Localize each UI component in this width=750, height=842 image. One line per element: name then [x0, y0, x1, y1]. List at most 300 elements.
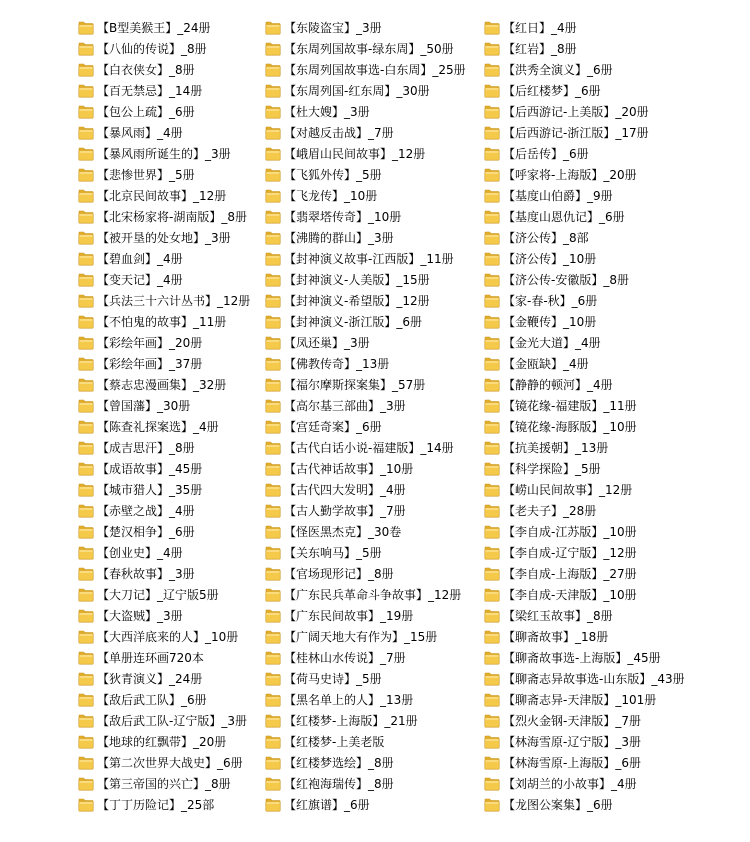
folder-item[interactable] — [265, 458, 505, 479]
folder-icon — [78, 714, 94, 728]
folder-item[interactable] — [484, 500, 724, 521]
folder-icon — [265, 756, 281, 770]
folder-icon — [78, 399, 94, 413]
folder-icon — [484, 126, 500, 140]
folder-item[interactable] — [265, 374, 505, 395]
folder-item[interactable] — [484, 80, 724, 101]
folder-name: 【后红楼梦】_6册 — [503, 83, 601, 98]
folder-item[interactable] — [265, 752, 505, 773]
folder-icon — [484, 693, 500, 707]
folder-icon — [78, 105, 94, 119]
folder-name: 【后岳传】_6册 — [503, 146, 589, 161]
folder-icon — [78, 504, 94, 518]
folder-item[interactable] — [484, 605, 724, 626]
folder-icon — [265, 714, 281, 728]
folder-item[interactable] — [484, 269, 724, 290]
folder-item[interactable] — [484, 101, 724, 122]
folder-name: 【济公传】_10册 — [503, 251, 597, 266]
folder-icon — [265, 630, 281, 644]
folder-item[interactable] — [265, 122, 505, 143]
folder-name: 【敌后武工队-辽宁版】_3册 — [97, 713, 247, 728]
folder-item[interactable] — [484, 311, 724, 332]
folder-icon — [265, 210, 281, 224]
folder-icon — [484, 609, 500, 623]
folder-item[interactable] — [265, 395, 505, 416]
folder-item[interactable] — [265, 542, 505, 563]
folder-icon — [484, 672, 500, 686]
folder-name: 【凤还巢】_3册 — [284, 335, 370, 350]
folder-icon — [265, 777, 281, 791]
folder-item[interactable] — [265, 101, 505, 122]
folder-item[interactable] — [265, 794, 505, 815]
folder-item[interactable] — [484, 542, 724, 563]
folder-icon — [265, 798, 281, 812]
folder-name: 【对越反击战】_7册 — [284, 125, 394, 140]
folder-item[interactable] — [265, 605, 505, 626]
folder-name: 【福尔摩斯探案集】_57册 — [284, 377, 426, 392]
folder-name: 【镜花缘-福建版】_11册 — [503, 398, 637, 413]
folder-icon — [265, 525, 281, 539]
folder-icon — [265, 735, 281, 749]
folder-icon — [78, 588, 94, 602]
folder-column-2 — [265, 17, 505, 815]
folder-icon — [78, 315, 94, 329]
folder-icon — [78, 378, 94, 392]
folder-name: 【白衣侠女】_8册 — [97, 62, 195, 77]
folder-icon — [484, 735, 500, 749]
folder-name: 【古代神话故事】_10册 — [284, 461, 414, 476]
folder-name: 【地球的红飘带】_20册 — [97, 734, 227, 749]
folder-name: 【曾国藩】_30册 — [97, 398, 191, 413]
folder-icon — [265, 651, 281, 665]
folder-name: 【红楼梦-上美老版 — [284, 734, 385, 749]
folder-name: 【丁丁历险记】_25部 — [97, 797, 215, 812]
folder-name: 【李自成-上海版】_27册 — [503, 566, 637, 581]
folder-item[interactable] — [265, 185, 505, 206]
folder-item[interactable] — [484, 689, 724, 710]
folder-item[interactable] — [265, 773, 505, 794]
folder-name: 【大西洋底来的人】_10册 — [97, 629, 239, 644]
folder-name: 【后西游记-浙江版】_17册 — [503, 125, 649, 140]
folder-name: 【单册连环画720本 — [97, 650, 204, 665]
folder-icon — [484, 798, 500, 812]
folder-name: 【官场现形记】_8册 — [284, 566, 394, 581]
folder-icon — [78, 147, 94, 161]
folder-name: 【荷马史诗】_5册 — [284, 671, 382, 686]
folder-item[interactable] — [265, 59, 505, 80]
folder-item[interactable] — [265, 248, 505, 269]
folder-item[interactable] — [484, 794, 724, 815]
folder-name: 【创业史】_4册 — [97, 545, 183, 560]
folder-name: 【被开垦的处女地】_3册 — [97, 230, 231, 245]
folder-name: 【抗美援朝】_13册 — [503, 440, 609, 455]
folder-item[interactable] — [484, 185, 724, 206]
folder-item[interactable] — [484, 332, 724, 353]
folder-icon — [265, 273, 281, 287]
folder-icon — [265, 567, 281, 581]
folder-name: 【高尔基三部曲】_3册 — [284, 398, 406, 413]
folder-name: 【成语故事】_45册 — [97, 461, 203, 476]
folder-icon — [484, 483, 500, 497]
folder-item[interactable] — [265, 227, 505, 248]
folder-name: 【济公传】_8部 — [503, 230, 589, 245]
folder-icon — [265, 126, 281, 140]
folder-icon — [484, 231, 500, 245]
folder-icon — [484, 399, 500, 413]
folder-icon — [78, 630, 94, 644]
folder-item[interactable] — [484, 17, 724, 38]
folder-item[interactable] — [265, 437, 505, 458]
folder-icon — [265, 441, 281, 455]
folder-icon — [484, 378, 500, 392]
folder-icon — [78, 441, 94, 455]
folder-name: 【龙图公案集】_6册 — [503, 797, 613, 812]
folder-icon — [78, 42, 94, 56]
folder-icon — [265, 378, 281, 392]
folder-name: 【百无禁忌】_14册 — [97, 83, 203, 98]
folder-icon — [265, 357, 281, 371]
folder-item[interactable] — [484, 626, 724, 647]
folder-item[interactable] — [484, 143, 724, 164]
folder-name: 【第二次世界大战史】_6册 — [97, 755, 243, 770]
folder-item[interactable] — [265, 689, 505, 710]
folder-item[interactable] — [265, 17, 505, 38]
folder-name: 【济公传-安徽版】_8册 — [503, 272, 629, 287]
folder-item[interactable] — [484, 479, 724, 500]
folder-item[interactable] — [484, 521, 724, 542]
folder-icon — [484, 252, 500, 266]
folder-name: 【东周列国故事选-白东周】_25册 — [284, 62, 466, 77]
folder-icon — [78, 462, 94, 476]
folder-name: 【北京民间故事】_12册 — [97, 188, 227, 203]
folder-item[interactable] — [265, 332, 505, 353]
folder-name: 【东周列国故事-绿东周】_50册 — [284, 41, 454, 56]
folder-item[interactable] — [265, 731, 505, 752]
folder-icon — [484, 546, 500, 560]
folder-name: 【大刀记】_辽宁版5册 — [97, 587, 219, 602]
folder-icon — [484, 336, 500, 350]
folder-icon — [78, 777, 94, 791]
folder-icon — [265, 294, 281, 308]
folder-name: 【暴风雨所诞生的】_3册 — [97, 146, 231, 161]
folder-item[interactable] — [484, 374, 724, 395]
folder-icon — [78, 567, 94, 581]
folder-name: 【大盗贼】_3册 — [97, 608, 183, 623]
folder-icon — [265, 168, 281, 182]
folder-icon — [265, 105, 281, 119]
folder-name: 【金鞭传】_10册 — [503, 314, 597, 329]
folder-item[interactable] — [484, 38, 724, 59]
folder-item[interactable] — [265, 353, 505, 374]
folder-name: 【沸腾的群山】_3册 — [284, 230, 394, 245]
folder-icon — [484, 462, 500, 476]
folder-icon — [265, 588, 281, 602]
folder-icon — [78, 126, 94, 140]
folder-item[interactable] — [265, 521, 505, 542]
folder-icon — [78, 63, 94, 77]
folder-name: 【老夫子】_28册 — [503, 503, 597, 518]
folder-item[interactable] — [265, 143, 505, 164]
folder-item[interactable] — [484, 248, 724, 269]
folder-item[interactable] — [484, 773, 724, 794]
folder-item[interactable] — [265, 668, 505, 689]
folder-name: 【聊斋故事】_18册 — [503, 629, 609, 644]
folder-name: 【金光大道】_4册 — [503, 335, 601, 350]
folder-icon — [78, 273, 94, 287]
folder-name: 【楚汉相争】_6册 — [97, 524, 195, 539]
folder-name: 【狄青演义】_24册 — [97, 671, 203, 686]
folder-name: 【赤壁之战】_4册 — [97, 503, 195, 518]
folder-name: 【春秋故事】_3册 — [97, 566, 195, 581]
folder-icon — [484, 588, 500, 602]
folder-name: 【飞狐外传】_5册 — [284, 167, 382, 182]
folder-name: 【红旗谱】_6册 — [284, 797, 370, 812]
folder-icon — [78, 336, 94, 350]
folder-name: 【红日】_4册 — [503, 20, 577, 35]
folder-icon — [265, 504, 281, 518]
folder-icon — [265, 546, 281, 560]
folder-item[interactable] — [265, 164, 505, 185]
folder-icon — [265, 420, 281, 434]
folder-icon — [265, 336, 281, 350]
folder-name: 【基度山伯爵】_9册 — [503, 188, 613, 203]
folder-name: 【金瓯缺】_4册 — [503, 356, 589, 371]
folder-name: 【家-春-秋】_6册 — [503, 293, 598, 308]
folder-name: 【B型美猴王】_24册 — [97, 20, 211, 35]
folder-name: 【古代四大发明】_4册 — [284, 482, 406, 497]
folder-item[interactable] — [265, 311, 505, 332]
folder-icon — [265, 42, 281, 56]
folder-name: 【八仙的传说】_8册 — [97, 41, 207, 56]
folder-icon — [484, 84, 500, 98]
folder-icon — [265, 609, 281, 623]
folder-name: 【关东响马】_5册 — [284, 545, 382, 560]
folder-icon — [78, 609, 94, 623]
folder-name: 【蔡志忠漫画集】_32册 — [97, 377, 227, 392]
folder-name: 【第三帝国的兴亡】_8册 — [97, 776, 231, 791]
folder-name: 【不怕鬼的故事】_11册 — [97, 314, 227, 329]
folder-name: 【怪医黑杰克】_30卷 — [284, 524, 402, 539]
folder-item[interactable] — [484, 752, 724, 773]
folder-name: 【红袍海瑞传】_8册 — [284, 776, 394, 791]
folder-icon — [265, 21, 281, 35]
folder-name: 【杜大嫂】_3册 — [284, 104, 370, 119]
folder-icon — [484, 210, 500, 224]
folder-icon — [484, 21, 500, 35]
folder-item[interactable] — [484, 416, 724, 437]
folder-name: 【北宋杨家将-湖南版】_8册 — [97, 209, 247, 224]
folder-item[interactable] — [484, 353, 724, 374]
folder-name: 【红岩】_8册 — [503, 41, 577, 56]
folder-icon — [265, 84, 281, 98]
folder-icon — [484, 294, 500, 308]
folder-icon — [265, 672, 281, 686]
folder-name: 【变天记】_4册 — [97, 272, 183, 287]
folder-item[interactable] — [484, 458, 724, 479]
folder-item[interactable] — [265, 584, 505, 605]
folder-name: 【基度山恩仇记】_6册 — [503, 209, 625, 224]
folder-icon — [78, 168, 94, 182]
folder-icon — [78, 21, 94, 35]
folder-icon — [484, 441, 500, 455]
folder-item[interactable] — [484, 731, 724, 752]
folder-item[interactable] — [484, 563, 724, 584]
folder-item[interactable] — [265, 269, 505, 290]
folder-name: 【暴风雨】_4册 — [97, 125, 183, 140]
folder-name: 【洪秀全演义】_6册 — [503, 62, 613, 77]
folder-name: 【悲惨世界】_5册 — [97, 167, 195, 182]
folder-name: 【包公上疏】_6册 — [97, 104, 195, 119]
folder-name: 【敌后武工队】_6册 — [97, 692, 207, 707]
folder-item[interactable] — [265, 80, 505, 101]
folder-item[interactable] — [484, 164, 724, 185]
folder-icon — [265, 252, 281, 266]
folder-item[interactable] — [265, 626, 505, 647]
folder-icon — [484, 777, 500, 791]
folder-name: 【红楼梦-上海版】_21册 — [284, 713, 418, 728]
folder-name: 【烈火金钢-天津版】_7册 — [503, 713, 641, 728]
folder-name: 【后西游记-上美版】_20册 — [503, 104, 649, 119]
folder-icon — [265, 693, 281, 707]
folder-icon — [484, 420, 500, 434]
folder-icon — [484, 147, 500, 161]
folder-icon — [78, 210, 94, 224]
folder-item[interactable] — [265, 500, 505, 521]
folder-name: 【成吉思汗】_8册 — [97, 440, 195, 455]
folder-icon — [78, 672, 94, 686]
folder-icon — [484, 273, 500, 287]
folder-icon — [484, 189, 500, 203]
folder-name: 【李自成-江苏版】_10册 — [503, 524, 637, 539]
folder-icon — [78, 798, 94, 812]
folder-name: 【佛教传奇】_13册 — [284, 356, 390, 371]
folder-name: 【林海雪原-上海版】_6册 — [503, 755, 641, 770]
folder-name: 【碧血剑】_4册 — [97, 251, 183, 266]
folder-name: 【封神演义故事-江西版】_11册 — [284, 251, 454, 266]
folder-icon — [78, 651, 94, 665]
folder-icon — [265, 231, 281, 245]
folder-icon — [78, 546, 94, 560]
folder-item[interactable] — [265, 563, 505, 584]
folder-icon — [265, 189, 281, 203]
folder-icon — [265, 399, 281, 413]
folder-icon — [78, 252, 94, 266]
folder-name: 【广东民间故事】_19册 — [284, 608, 414, 623]
folder-icon — [78, 735, 94, 749]
folder-name: 【广阔天地大有作为】_15册 — [284, 629, 438, 644]
folder-item[interactable] — [484, 668, 724, 689]
folder-name: 【李自成-天津版】_10册 — [503, 587, 637, 602]
folder-item[interactable] — [484, 227, 724, 248]
folder-item[interactable] — [484, 437, 724, 458]
folder-item[interactable] — [484, 647, 724, 668]
folder-name: 【兵法三十六计丛书】_12册 — [97, 293, 251, 308]
folder-name: 【古人勤学故事】_7册 — [284, 503, 406, 518]
folder-name: 【封神演义-浙江版】_6册 — [284, 314, 422, 329]
folder-name: 【古代白话小说-福建版】_14册 — [284, 440, 454, 455]
folder-icon — [78, 525, 94, 539]
folder-icon — [484, 651, 500, 665]
folder-name: 【红楼梦选绘】_8册 — [284, 755, 394, 770]
folder-name: 【梁红玉故事】_8册 — [503, 608, 613, 623]
folder-item[interactable] — [265, 290, 505, 311]
folder-name: 【聊斋志异故事选-山东版】_43册 — [503, 671, 685, 686]
folder-name: 【科学探险】_5册 — [503, 461, 601, 476]
folder-icon — [484, 105, 500, 119]
folder-icon — [78, 189, 94, 203]
folder-name: 【林海雪原-辽宁版】_3册 — [503, 734, 641, 749]
folder-icon — [484, 714, 500, 728]
folder-icon — [484, 168, 500, 182]
folder-name: 【封神演义-人美版】_15册 — [284, 272, 430, 287]
folder-icon — [484, 504, 500, 518]
folder-name: 【东陵盗宝】_3册 — [284, 20, 382, 35]
folder-icon — [484, 63, 500, 77]
folder-icon — [78, 357, 94, 371]
folder-name: 【翡翠塔传奇】_10册 — [284, 209, 402, 224]
folder-icon — [484, 756, 500, 770]
folder-icon — [265, 462, 281, 476]
folder-item[interactable] — [484, 290, 724, 311]
folder-name: 【飞龙传】_10册 — [284, 188, 378, 203]
folder-item[interactable] — [265, 416, 505, 437]
folder-icon — [265, 63, 281, 77]
folder-icon — [78, 294, 94, 308]
folder-item[interactable] — [484, 122, 724, 143]
folder-name: 【彩绘年画】_20册 — [97, 335, 203, 350]
folder-name: 【桂林山水传说】_7册 — [284, 650, 406, 665]
folder-name: 【彩绘年画】_37册 — [97, 356, 203, 371]
folder-name: 【广东民兵革命斗争故事】_12册 — [284, 587, 462, 602]
folder-icon — [484, 357, 500, 371]
folder-item[interactable] — [484, 206, 724, 227]
folder-icon — [484, 630, 500, 644]
folder-icon — [78, 693, 94, 707]
folder-item[interactable] — [484, 584, 724, 605]
folder-icon — [484, 42, 500, 56]
folder-item[interactable] — [265, 206, 505, 227]
folder-name: 【黑名单上的人】_13册 — [284, 692, 414, 707]
folder-name: 【宫廷奇案】_6册 — [284, 419, 382, 434]
folder-item[interactable] — [484, 395, 724, 416]
folder-name: 【城市猎人】_35册 — [97, 482, 203, 497]
folder-name: 【刘胡兰的小故事】_4册 — [503, 776, 637, 791]
folder-item[interactable] — [265, 710, 505, 731]
folder-icon — [78, 483, 94, 497]
folder-icon — [265, 147, 281, 161]
folder-item[interactable] — [265, 38, 505, 59]
folder-icon — [484, 315, 500, 329]
folder-icon — [78, 420, 94, 434]
folder-name: 【东周列国-红东周】_30册 — [284, 83, 430, 98]
folder-icon — [78, 84, 94, 98]
folder-name: 【李自成-辽宁版】_12册 — [503, 545, 637, 560]
folder-name: 【镜花缘-海豚版】_10册 — [503, 419, 637, 434]
folder-name: 【崂山民间故事】_12册 — [503, 482, 633, 497]
folder-item[interactable] — [484, 710, 724, 731]
folder-item[interactable] — [265, 647, 505, 668]
folder-column-3 — [484, 17, 724, 815]
folder-item[interactable] — [265, 479, 505, 500]
folder-item[interactable] — [484, 59, 724, 80]
folder-name: 【峨眉山民间故事】_12册 — [284, 146, 426, 161]
folder-name: 【静静的顿河】_4册 — [503, 377, 613, 392]
folder-icon — [265, 315, 281, 329]
folder-icon — [484, 525, 500, 539]
folder-icon — [484, 567, 500, 581]
folder-name: 【聊斋故事选-上海版】_45册 — [503, 650, 661, 665]
folder-name: 【呼家将-上海版】_20册 — [503, 167, 637, 182]
